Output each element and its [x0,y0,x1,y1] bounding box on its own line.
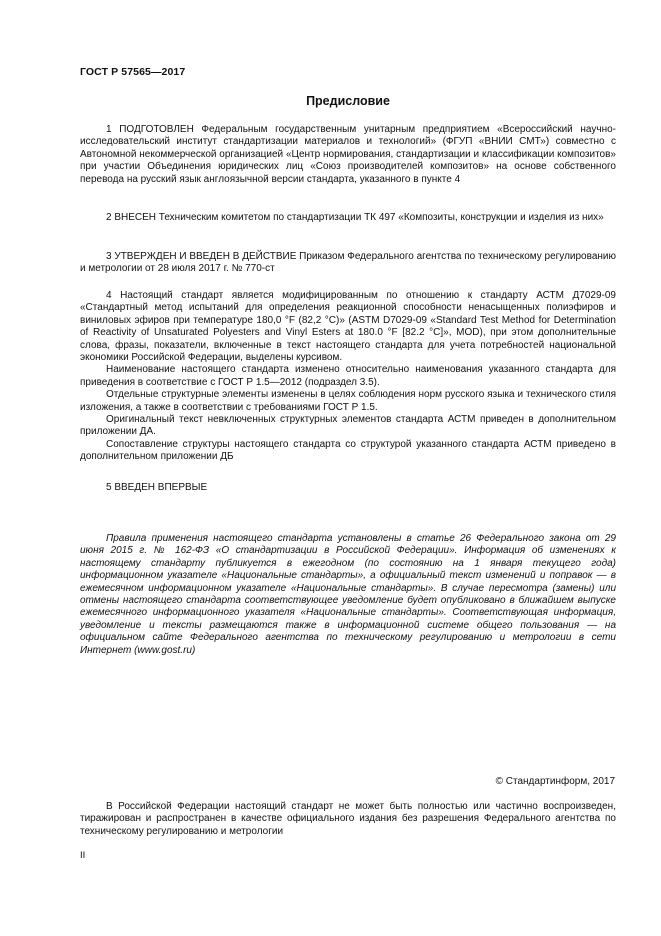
item-1-text: 1 ПОДГОТОВЛЕН Федеральным государственным унитарным предприятием «Всероссийский научно-исследовательский институт стандартизации материалов и технологий» (ФГУП «ВНИИ СМТ») совместно с Автономной некоммерческой организацией «Центр нормирования, стандартизации и классификации композитов» при участии Объединения юридических лиц «Союз производителей композитов» на основе собственного перевода на русский язык англоязычной версии стандарта, указанного в пункте 4 [80,124,616,185]
rights-text: В Российской Федерации настоящий стандарт не может быть полностью или частично воспроизведен, тиражирован и распространен в качестве официального издания без разрешения Федерального агентства по техническому регулированию и метрологии [80,801,616,837]
standard-code-header: ГОСТ Р 57565—2017 [80,66,186,78]
item-4-paragraph: Сопоставление структуры настоящего стандарта со структурой указанного стандарта АСТМ приведено в дополнительном приложении ДБ [80,438,616,463]
item-2-block [80,212,616,224]
item-1-block [80,124,616,186]
item-4-paragraph: 4 Настоящий стандарт является модифицированным по отношению к стандарту АСТМ Д7029-09 «Стандартный метод испытаний для определения реакционной способности ненасыщенных полиэфиров и виниловых эфиров при температуре 180,0 °F (82,2 °C)» (ASTM D7029-09 «Standard Test Method for Determination of Reactivity of Unsaturated Polyesters and Vinyl Esters at 180.0 °F [82.2 °C]», MOD), при этом дополнительные слова, фразы, показатели, включенные в текст настоящего стандарта для учета потребностей национальной экономики Российской Федерации, выделены курсивом. [80,290,616,364]
item-5-text: 5 ВВЕДЕН ВПЕРВЫЕ [106,482,208,493]
standard-usage-notice [80,533,616,657]
page-number: II [80,850,86,861]
item-3-block [80,251,616,276]
section-title: Предисловие [306,94,390,108]
item-4-paragraph: Наименование настоящего стандарта изменено относительно наименования указанного стандарта для приведения в соответствие с ГОСТ Р 1.5—2012 (подраздел 3.5). [80,364,616,388]
item-4-paragraph: Отдельные структурные элементы изменены в целях соблюдения норм русского языка и технического стиля изложения, а также в соответствии с требованиями ГОСТ Р 1.5. [80,389,616,413]
item-5-block [80,482,616,494]
item-4-paragraph: Оригинальный текст невключенных структурных элементов стандарта АСТМ приведен в дополнительном приложении ДА. [80,414,616,438]
notice-text: Правила применения настоящего стандарта установлены в статье 26 Федерального закона от 29 июня 2015 г. № 162-ФЗ «О стандартизации в Российской Федерации». Информация об изменениях к настоящему стандарту публикуется в ежегодном (по состоянию на 1 января текущего года) информационном указателе «Национальные стандарты», а официальный текст изменений и поправок — в ежемесячном информационном указателе «Национальные стандарты». В случае пересмотра (замены) или отмены настоящего стандарта соответствующее уведомление будет опубликовано в ближайшем выпуске ежемесячного информационного указателя «Национальные стандарты». Соответствующая информация, уведомление и тексты размещаются также в информационной системе общего пользования — на официальном сайте Федерального агентства по техническому регулированию и метрологии в сети Интернет (www.gost.ru) [80,533,616,656]
copyright-line: © Стандартинформ, 2017 [495,776,615,787]
item-3-text: 3 УТВЕРЖДЕН И ВВЕДЕН В ДЕЙСТВИЕ Приказом Федерального агентства по техническому регулированию и метрологии от 28 июля 2017 г. № 770-ст [80,251,616,275]
reproduction-rights-block [80,801,616,838]
item-4-block [80,290,616,464]
item-2-text: 2 ВНЕСЕН Техническим комитетом по стандартизации ТК 497 «Композиты, конструкции и изделия из них» [106,212,604,223]
